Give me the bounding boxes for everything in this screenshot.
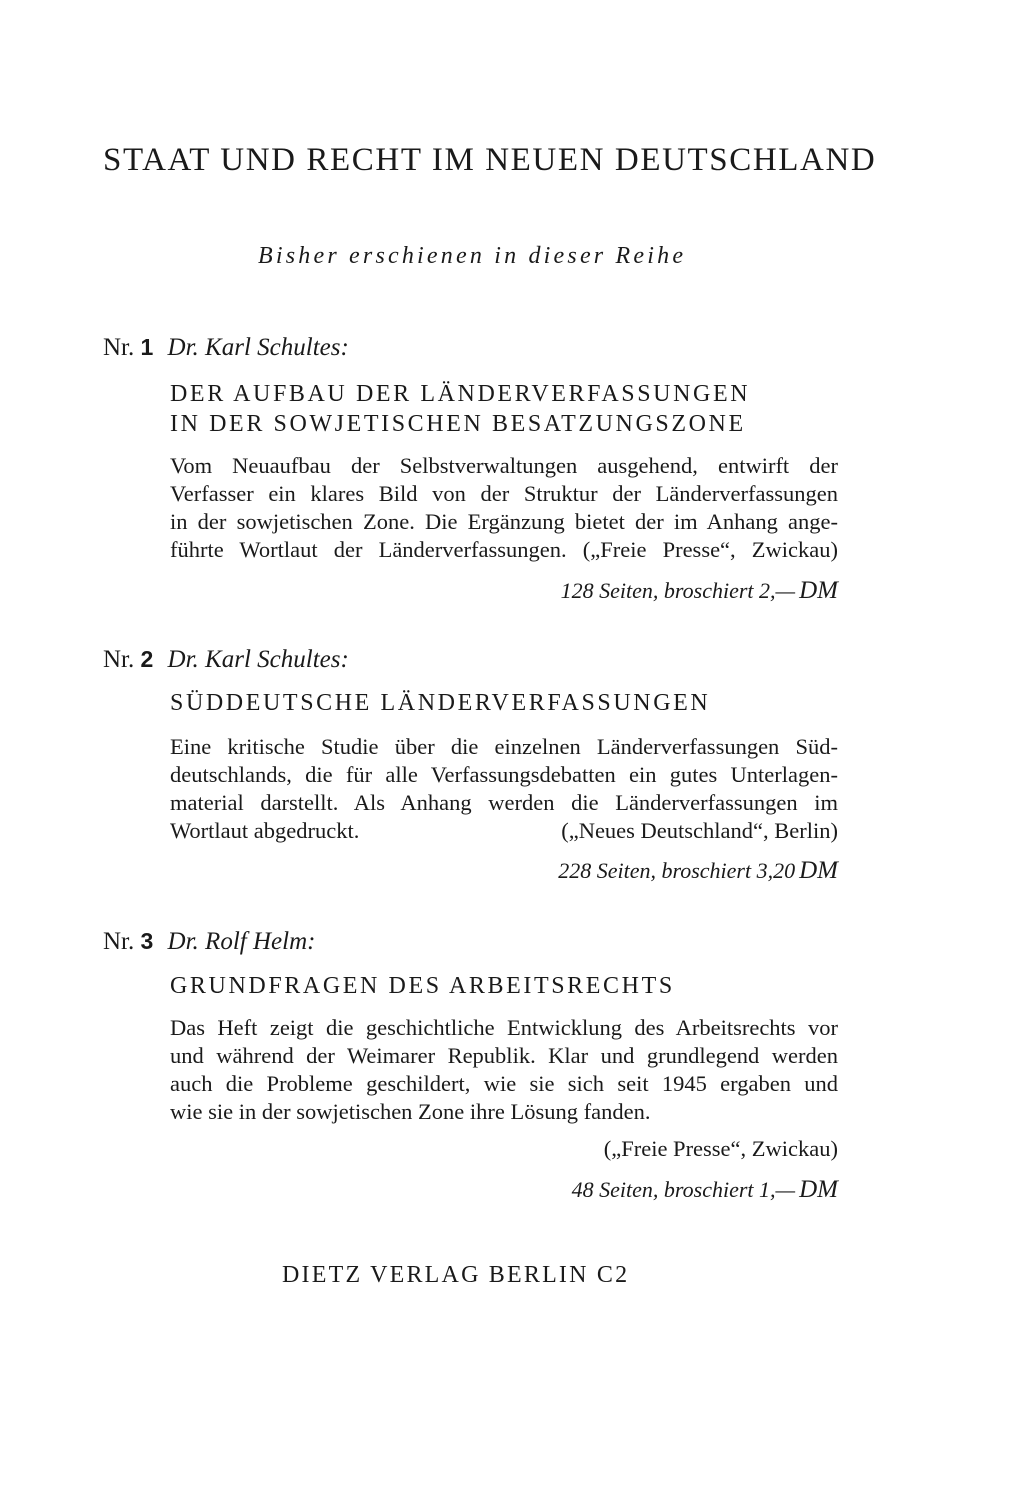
series-title: STAAT UND RECHT IM NEUEN DEUTSCHLAND [103,142,877,178]
entry-2-description-line: Wortlaut abgedruckt. [170,818,360,843]
entry-2-source: („Neues Deutschland“, Berlin) [561,818,838,843]
entry-1-description [170,452,838,564]
entry-2-price-text: 228 Seiten, broschiert 3,20 [558,858,796,883]
entry-2-description-last-line [170,817,838,845]
entry-1-title [170,379,750,439]
entry-2-number: 2 [140,646,154,672]
entry-3-currency: DM [799,1176,838,1203]
entry-1-number: 1 [140,334,154,360]
entry-3-author: Dr. Rolf Helm: [167,928,316,955]
entry-2-currency: DM [799,857,838,884]
entry-1-description-line: Verfasser ein klares Bild von der Struktur der Länderverfassungen [170,481,838,506]
entry-3-description-line: Das Heft zeigt die geschichtliche Entwicklung des Arbeitsrechts vor [170,1015,838,1040]
series-subtitle: Bisher erschienen in dieser Reihe [258,243,687,269]
entry-3-description [170,1014,838,1126]
entry-1-title-line: DER AUFBAU DER LÄNDERVERFASSUNGEN [170,381,751,407]
entry-2-heading [103,646,349,674]
entry-1-author: Dr. Karl Schultes: [167,334,349,361]
entry-1-currency: DM [799,577,838,604]
entry-3-description-line: und während der Weimarer Republik. Klar und grundlegend werden [170,1043,838,1068]
entry-3-title [170,971,675,1001]
entry-3-nr-label: Nr. [103,928,135,955]
entry-2-title-line: SÜDDEUTSCHE LÄNDERVERFASSUNGEN [170,690,711,716]
entry-1-title-line: IN DER SOWJETISCHEN BESATZUNGSZONE [170,411,746,437]
entry-2-price [558,857,838,885]
entry-3-title-line: GRUNDFRAGEN DES ARBEITSRECHTS [170,973,675,999]
entry-3-source: („Freie Presse“, Zwickau) [603,1136,838,1161]
entry-2-author: Dr. Karl Schultes: [167,646,349,673]
publisher-imprint: DIETZ VERLAG BERLIN C2 [282,1262,630,1288]
entry-1-description-line: Vom Neuaufbau der Selbstverwaltungen ausgehend, entwirft der [170,453,838,478]
entry-1-description-line: in der sowjetischen Zone. Die Ergänzung bietet der im Anhang ange- [170,509,838,534]
entry-3-price [572,1176,838,1204]
entry-3-description-line: wie sie in der sowjetischen Zone ihre Lösung fanden. [170,1099,651,1124]
entry-3-description-line: auch die Probleme geschildert, wie sie sich seit 1945 ergaben und [170,1071,838,1096]
entry-2-description-line: material darstellt. Als Anhang werden die Länderverfassungen im [170,790,838,815]
entry-1-heading [103,334,349,362]
entry-2-description-line: Eine kritische Studie über die einzelnen Länderverfassungen Süd- [170,734,838,759]
entry-2-description [170,733,838,845]
entry-2-nr-label: Nr. [103,646,135,673]
entry-3-number: 3 [140,928,154,954]
entry-1-price-text: 128 Seiten, broschiert 2,— [560,578,796,603]
entry-1-price [561,577,838,605]
entry-3-price-text: 48 Seiten, broschiert 1,— [571,1177,796,1202]
entry-1-description-line: führte Wortlaut der Länderverfassungen. („Freie Presse“, Zwickau) [170,537,838,562]
entry-2-description-line: deutschlands, die für alle Verfassungsdebatten ein gutes Unterlagen- [170,762,838,787]
entry-1-nr-label: Nr. [103,334,135,361]
entry-3-heading [103,928,315,956]
entry-2-title [170,688,710,718]
